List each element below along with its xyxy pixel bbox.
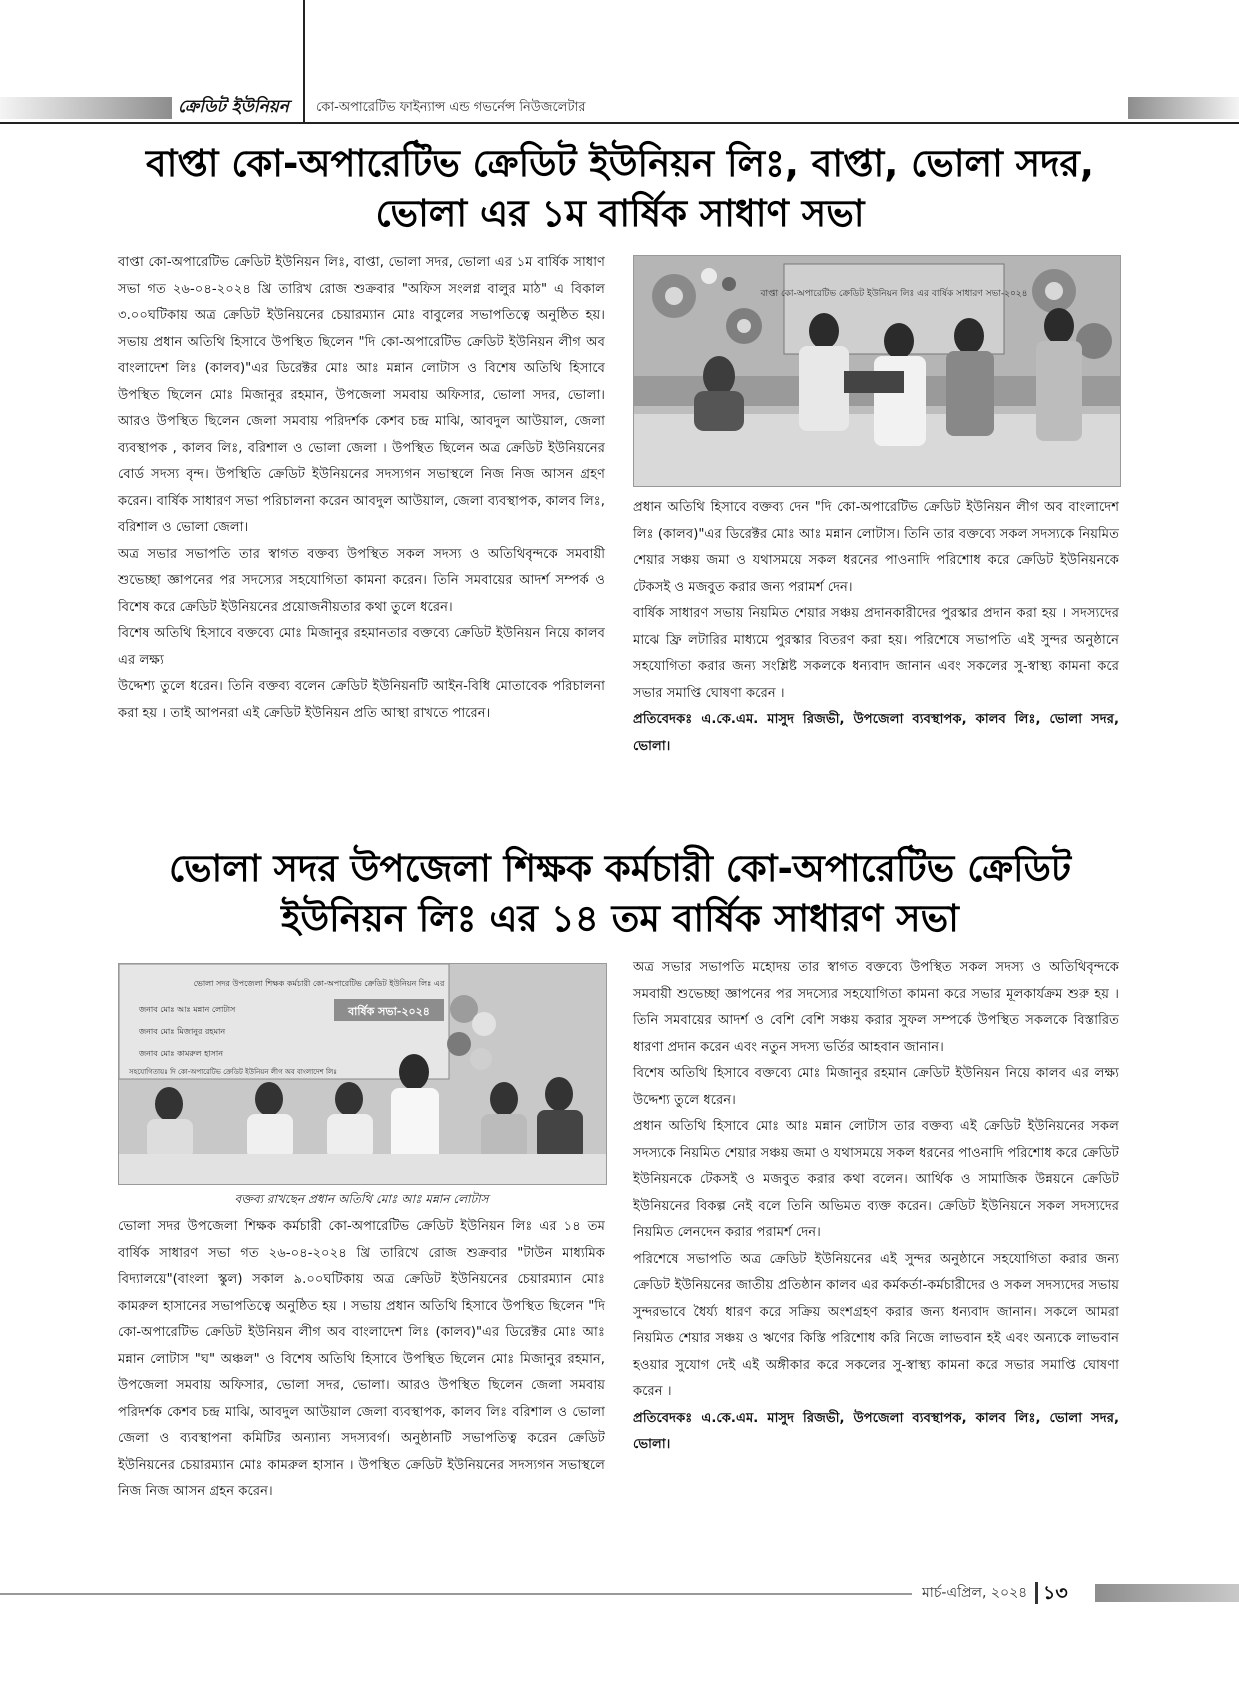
article1-left-column (118, 250, 605, 727)
article1-paragraph: উদ্দেশ্য তুলে ধরেন। তিনি বক্তব্য বলেন ক্রেডিট ইউনিয়নটি আইন-বিধি মোতাবেক পরিচালনা করা হয় । তাই আপনরা এই ক্রেডিট ইউনিয়ন প্রতি আস্থা রাখতে পারেন। (118, 679, 605, 721)
article1-paragraph: বাপ্তা কো-অপারেটিভ ক্রেডিট ইউনিয়ন লিঃ, বাপ্তা, ভোলা সদর, ভোলা এর ১ম বার্ষিক সাধাণ সভা গত ২৬-০৪-২০২৪ খ্রি তারিখ রোজ শুক্রবার "অফিস সংলগ্ন বালুর মাঠ" এ বিকাল ৩.০০ঘটিকায় অত্র ক্রেডিট ইউনিয়নের চেয়ারম্যান মোঃ বাবুলের সভাপতিত্বে অনুষ্ঠিত হয়। সভায় প্রধান অতিথি হিসাবে উপস্থিত ছিলেন "দি কো-অপারেটিভ ক্রেডিট ইউনিয়ন লীগ অব বাংলাদেশ লিঃ (কালব)"এর ডিরেক্টর মোঃ আঃ মন্নান লোটাস ও বিশেষ অতিথি হিসাবে উপস্থিত ছিলেন মোঃ মিজানুর রহমান, উপজেলা সমবায় অফিসার, ভোলা সদর, ভোলা। আরও উপস্থিত ছিলেন জেলা সমবায় পরিদর্শক কেশব চন্দ্র মাঝি, আবদুল আউয়াল, জেলা ব্যবস্থাপক , কালব লিঃ, বরিশাল ও ভোলা জেলা । উপস্থিত ছিলেন অত্র ক্রেডিট ইউনিয়নের বোর্ড সদস্য বৃন্দ। উপস্থিতি ক্রেডিট ইউনিয়নের সদস্যগন সভাস্থলে নিজ নিজ আসন গ্রহণ করেন। বার্ষিক সাধারণ সভা পরিচালনা করেন আবদুল আউয়াল, জেলা ব্যবস্থাপক, কালব লিঃ, বরিশাল ও ভোলা জেলা। (118, 255, 606, 535)
footer-separator (1035, 1582, 1038, 1604)
article1-paragraph: বিশেষ অতিথি হিসাবে বক্তব্যে মোঃ মিজানুর রহমানতার বক্তব্যে ক্রেডিট ইউনিয়ন নিয়ে কালব এর লক্ষ্য (118, 626, 605, 668)
article1-photo (633, 255, 1121, 487)
article2-photo-banner-name: জনাব মোঃ মিজানুর রহমান (139, 1027, 226, 1036)
article1-headline-line2: ভোলা এর ১ম বার্ষিক সাধাণ সভা (375, 192, 865, 235)
header-divider (303, 0, 305, 122)
article1-headline-line1: বাপ্তা কো-অপারেটিভ ক্রেডিট ইউনিয়ন লিঃ, বাপ্তা, ভোলা সদর, (146, 142, 1094, 185)
article1-photo-illustration (634, 256, 1120, 486)
article2-photo (118, 963, 607, 1185)
article2-photo-illustration (119, 964, 606, 1184)
article2-paragraph: প্রধান অতিথি হিসাবে মোঃ আঃ মন্নান লোটাস তার বক্তব্য এই ক্রেডিট ইউনিয়নের সকল সদস্যকে নিয়মিত শেয়ার সঞ্চয় জমা ও যথাসময়ে সকল ধরনের পাওনাদি পরিশোধ করে ক্রেডিট ইউনিয়নকে টেকসই ও মজবুত করার কথা বলেন। আর্থিক ও সামাজিক উন্নয়নে ক্রেডিট ইউনিয়নের বিকল্প নেই বলে তিনি অভিমত ব্যক্ত করেন। ক্রেডিট ইউনিয়নে সকল সদস্যদের নিয়মিত লেনদেন করার পরামর্শ দেন। (633, 1119, 1119, 1240)
article2-photo-banner-title: ভোলা সদর উপজেলা শিক্ষক কর্মচারী কো-অপারেটিভ ক্রেডিট ইউনিয়ন লিঃ এর (193, 979, 445, 988)
header-rule (0, 122, 1239, 124)
article1-photo-banner-text: বাপ্তা কো-অপারেটিভ ক্রেডিট ইউনিয়ন লিঃ এর বার্ষিক সাধারণ সভা-২০২৪ (760, 289, 1028, 299)
header-gradient-right (1128, 97, 1239, 119)
article2-left-column (118, 1214, 605, 1506)
article2-paragraph: ভোলা সদর উপজেলা শিক্ষক কর্মচারী কো-অপারেটিভ ক্রেডিট ইউনিয়ন লিঃ এর ১৪ তম বার্ষিক সাধারণ সভা গত ২৬-০৪-২০২৪ খ্রি তারিখে রোজ শুক্রবার "টাউন মাধ্যমিক বিদ্যালয়ে"(বাংলা স্কুল) সকাল ৯.০০ঘটিকায় অত্র ক্রেডিট ইউনিয়নের চেয়ারম্যান মোঃ কামরুল হাসানের সভাপতিত্বে অনুষ্ঠিত হয় । সভায় প্রধান অতিথি হিসাবে উপস্থিত ছিলেন "দি কো-অপারেটিভ ক্রেডিট ইউনিয়ন লীগ অব বাংলাদেশ লিঃ (কালব)"এর ডিরেক্টর মোঃ আঃ মন্নান লোটাস "ঘ" অঞ্চল" ও বিশেষ অতিথি হিসাবে উপস্থিত ছিলেন মোঃ মিজানুর রহমান, উপজেলা সমবায় অফিসার, ভোলা সদর, ভোলা। আরও উপস্থিত ছিলেন জেলা সমবায় পরিদর্শক কেশব চন্দ্র মাঝি, আবদুল আউয়াল জেলা ব্যবস্থাপক, কালব লিঃ বরিশাল ও ভোলা জেলা ও ব্যবস্থাপনা কমিটির অন্যান্য সদস্যবর্গ। অনুষ্ঠানটি সভাপতিত্ব করেন ক্রেডিট ইউনিয়নের চেয়ারম্যান মোঃ কামরুল হাসান । উপস্থিত ক্রেডিট ইউনিয়নের সদস্যগন সভাস্থলে নিজ নিজ আসন গ্রহন করেন। (118, 1219, 605, 1499)
article2-right-column (633, 955, 1119, 1459)
header-gradient-left (0, 97, 172, 119)
article2-headline-line1: ভোলা সদর উপজেলা শিক্ষক কর্মচারী কো-অপারেটিভ ক্রেডিট (168, 847, 1072, 890)
footer-rule (0, 1593, 912, 1595)
article2-photo-caption: বক্তব্য রাখছেন প্রধান অতিথি মোঃ আঃ মন্নান লোটাস (234, 1192, 489, 1206)
newsletter-logo: ক্রেডিট ইউনিয়ন (178, 97, 289, 117)
article2-photo-banner-sponsor: সহযোগিতায়ঃ দি কো-অপারেটিভ ক্রেডিট ইউনিয়ন লীগ অব বাংলাদেশ লিঃ (129, 1068, 337, 1076)
newsletter-tagline: কো-অপারেটিভ ফাইন্যান্স এন্ড গভর্নেন্স নিউজলেটার (316, 100, 586, 115)
footer-issue-date: মার্চ-এপ্রিল, ২০২৪ (922, 1585, 1028, 1601)
article2-paragraph: অত্র সভার সভাপতি মহোদয় তার স্বাগত বক্তব্যে উপস্থিত সকল সদস্য ও অতিথিবৃন্দকে সমবায়ী শুভেচ্ছা জ্ঞাপনের পর সদস্যের সহযোগিতা কামনা করে সভার মূলকার্যক্রম শুরু হয় । তিনি সমবায়ের আদর্শ ও বেশি বেশি সঞ্চয় করার সুফল সম্পর্কে উপস্থিত সকলকে বিস্তারিত ধারণা প্রদান করেন এবং নতুন সদস্য ভর্তির আহবান জানান। (633, 960, 1119, 1055)
article1-right-column (633, 495, 1119, 760)
article2-paragraph: বিশেষ অতিথি হিসাবে বক্তব্যে মোঃ মিজানুর রহমান ক্রেডিট ইউনিয়ন নিয়ে কালব এর লক্ষ্য উদ্দেশ্য তুলে ধরেন। (633, 1066, 1119, 1108)
article1-byline: প্রতিবেদকঃ এ.কে.এম. মাসুদ রিজভী, উপজেলা ব্যবস্থাপক, কালব লিঃ, ভোলা সদর, ভোলা। (633, 712, 1119, 754)
article1-paragraph: অত্র সভার সভাপতি তার স্বাগত বক্তব্য উপস্থিত সকল সদস্য ও অতিথিবৃন্দকে সমবায়ী শুভেচ্ছা জ্ঞাপনের পর সদস্যের সহযোগিতা কামনা করেন। তিনি সমবায়ের আদর্শ সম্পর্ক ও বিশেষ করে ক্রেডিট ইউনিয়নের প্রয়োজনীয়তার কথা তুলে ধরেন। (118, 546, 605, 615)
article2-photo-banner-name: জনাব মোঃ আঃ মন্নান লোটাস (139, 1005, 236, 1014)
article1-paragraph: প্রধান অতিথি হিসাবে বক্তব্য দেন "দি কো-অপারেটিভ ক্রেডিট ইউনিয়ন লীগ অব বাংলাদেশ লিঃ (কালব)"এর ডিরেক্টর মোঃ আঃ মন্নান লোটাস। তিনি তার বক্তব্যে সকল সদস্যকে নিয়মিত শেয়ার সঞ্চয় জমা ও যথাসময়ে সকল ধরনের পাওনাদি পরিশোধ করে ক্রেডিট ইউনিয়নকে টেকসই ও মজবুত করার জন্য পরামর্শ দেন। (633, 500, 1119, 595)
article2-headline-line2: ইউনিয়ন লিঃ এর ১৪ তম বার্ষিক সাধারণ সভা (281, 897, 959, 940)
page-number: ১৩ (1043, 1582, 1068, 1604)
article2-paragraph: পরিশেষে সভাপতি অত্র ক্রেডিট ইউনিয়নের এই সুন্দর অনুষ্ঠানে সহযোগিতা করার জন্য ক্রেডিট ইউনিয়নের জাতীয় প্রতিষ্ঠান কালব এর কর্মকর্তা-কর্মচারীদের ও সকল সদস্যদের সভায় সুন্দরভাবে ধৈর্য্য ধারণ করে সক্রিয় অংশগ্রহণ করার জন্য ধন্যবাদ জানান। সকলে আমরা নিয়মিত শেয়ার সঞ্চয় ও ঋণের কিস্তি পরিশোধ করি নিজে লাভবান হই এবং অন্যকে লাভবান হওয়ার সুযোগ দেই এই অঙ্গীকার করে সকলের সু-স্বাস্থ্য কামনা করে সভার সমাপ্তি ঘোষণা করেন । (633, 1251, 1119, 1399)
article2-byline: প্রতিবেদকঃ এ.কে.এম. মাসুদ রিজভী, উপজেলা ব্যবস্থাপক, কালব লিঃ, ভোলা সদর, ভোলা। (633, 1410, 1119, 1452)
article1-paragraph: বার্ষিক সাধারণ সভায় নিয়মিত শেয়ার সঞ্চয় প্রদানকারীদের পুরস্কার প্রদান করা হয় । সদস্যদের মাঝে ফ্রি লটারির মাধ্যমে পুরস্কার বিতরণ করা হয়। পরিশেষে সভাপতি এই সুন্দর অনুষ্ঠানে সহযোগিতা করার জন্য সংশ্লিষ্ট সকলকে ধন্যবাদ জানান এবং সকলের সু-স্বাস্থ্য কামনা করে সভার সমাপ্তি ঘোষণা করেন । (633, 606, 1119, 701)
footer-gradient (1095, 1584, 1239, 1602)
article2-photo-banner-name: জনাব মোঃ কামরুল হাসান (139, 1049, 223, 1058)
article2-photo-banner-event: বার্ষিক সভা-২০২৪ (348, 1005, 430, 1018)
